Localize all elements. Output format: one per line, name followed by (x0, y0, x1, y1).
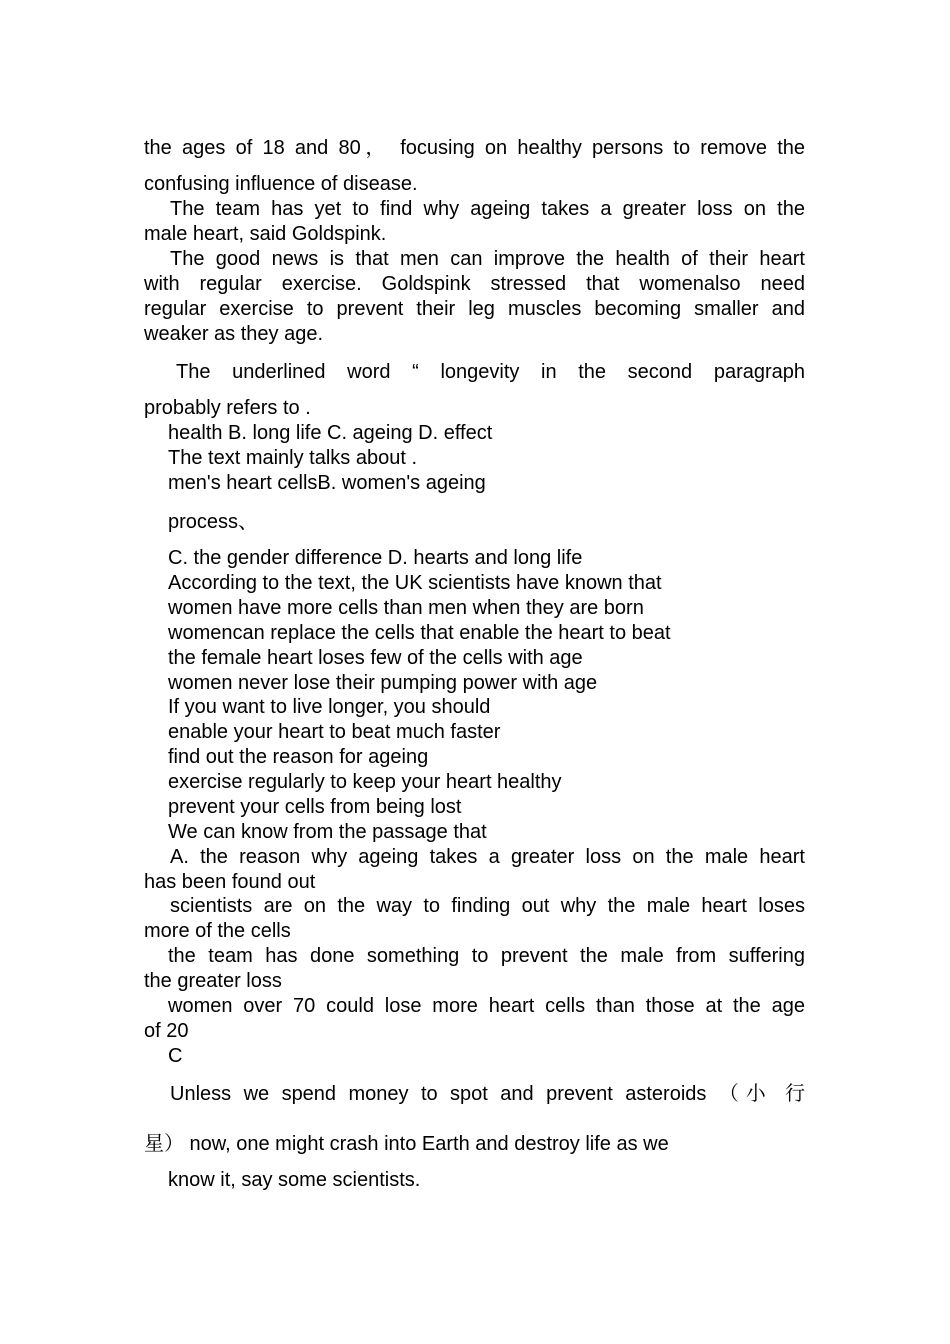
text-line: with regular exercise. Goldspink stressed that womenalso need (144, 273, 805, 295)
text-line: The good news is that men can improve the health of their heart (170, 248, 805, 270)
answer-option: A. the reason why ageing takes a greater loss on the male heart (170, 846, 805, 868)
answer-option: find out the reason for ageing (168, 746, 429, 768)
question: We can know from the passage that (168, 821, 487, 843)
text-line: weaker as they age. (144, 323, 323, 345)
answer-option: of 20 (144, 1020, 189, 1042)
answer-option: men's heart cellsB. women's ageing (168, 472, 486, 494)
answer-option: womencan replace the cells that enable the heart to beat (168, 622, 671, 644)
text-line: confusing influence of disease. (144, 173, 418, 195)
answer-option: enable your heart to beat much faster (168, 721, 501, 743)
answer-option: process、 (168, 511, 259, 533)
answer-option: women over 70 could lose more heart cells than those at the age (168, 995, 805, 1017)
question: According to the text, the UK scientists have known that (168, 572, 662, 594)
answer-option: women never lose their pumping power with age (168, 672, 598, 694)
answer-options: health B. long life C. ageing D. effect (168, 422, 493, 444)
question: The text mainly talks about . (168, 447, 418, 469)
question: If you want to live longer, you should (168, 696, 491, 718)
answer-option: scientists are on the way to finding out why the male heart loses (170, 895, 805, 917)
text-line: The underlined word “ longevity in the second paragraph (176, 361, 805, 383)
answer-option: exercise regularly to keep your heart healthy (168, 771, 562, 793)
answer-option: C. the gender difference D. hearts and long life (168, 547, 583, 569)
text-line: The team has yet to find why ageing takes a greater loss on the (170, 198, 805, 220)
answer-key: C (168, 1045, 183, 1067)
answer-option: more of the cells (144, 920, 291, 942)
text-line: probably refers to . (144, 397, 311, 419)
text-line: know it, say some scientists. (168, 1169, 421, 1191)
text-line: regular exercise to prevent their leg muscles becoming smaller and (144, 298, 805, 320)
answer-option: has been found out (144, 871, 316, 893)
answer-option: prevent your cells from being lost (168, 796, 462, 818)
answer-option: the female heart loses few of the cells with age (168, 647, 583, 669)
text-line: the ages of 18 and 80， focusing on healthy persons to remove the (144, 137, 805, 159)
text-line: male heart, said Goldspink. (144, 223, 387, 245)
answer-option: the team has done something to prevent the male from suffering (168, 945, 805, 967)
answer-option: the greater loss (144, 970, 282, 992)
text-line: Unless we spend money to spot and prevent asteroids （小 行 (170, 1083, 805, 1105)
answer-option: women have more cells than men when they are born (168, 597, 644, 619)
text-line: 星） now, one might crash into Earth and destroy life as we (144, 1133, 669, 1155)
